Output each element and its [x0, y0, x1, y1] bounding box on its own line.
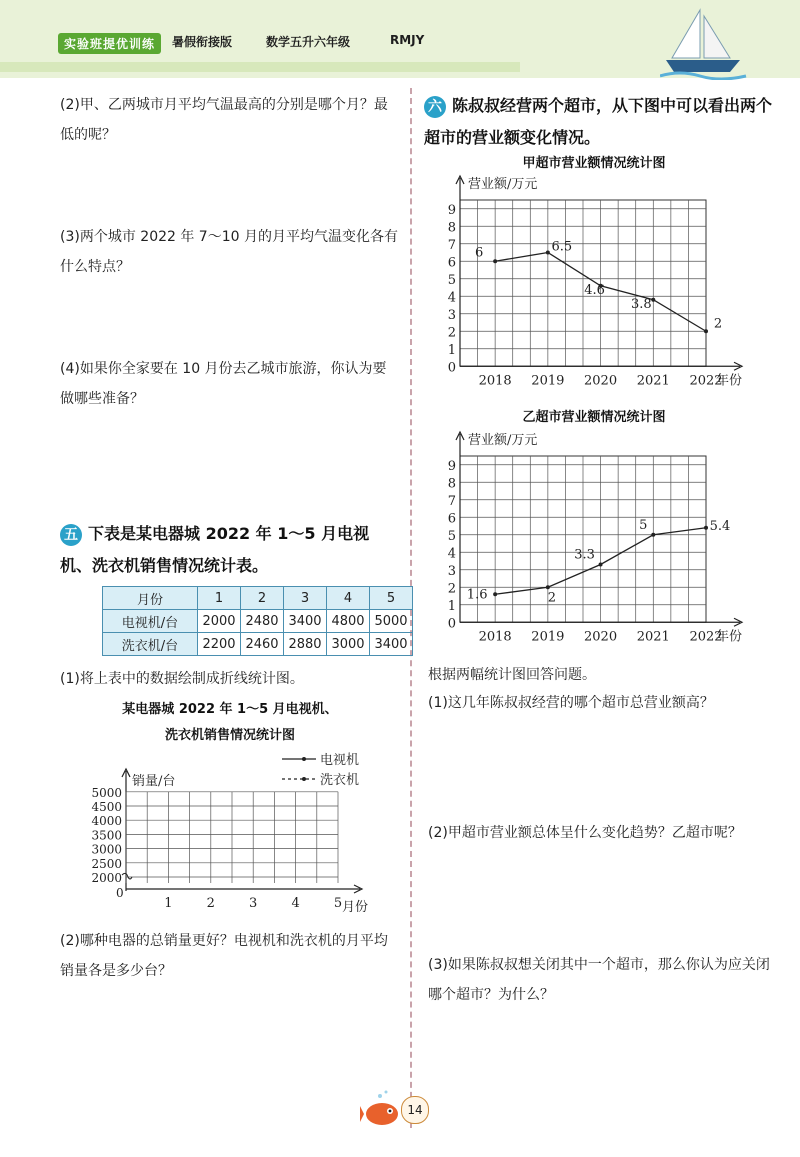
x-tick-label: 2019: [531, 373, 565, 389]
section6-question-1: (1)这几年陈叔叔经营的哪个超市总营业额高？: [428, 695, 714, 711]
y-tick-label: 5: [447, 528, 456, 544]
legend-label-washer: 洗衣机: [320, 773, 360, 788]
data-label: 3.8: [630, 296, 652, 312]
y-tick-label: 2500: [91, 856, 122, 871]
subject-label: 数学五升六年级: [266, 35, 351, 49]
y-tick-label: 3: [447, 563, 456, 579]
legend-marker-washer: [302, 777, 306, 781]
table-cell: 月份: [103, 587, 198, 610]
section5-badge: 五: [60, 524, 82, 546]
data-label: 5.4: [709, 518, 731, 534]
legend-marker-tv: [302, 757, 306, 761]
question-4: (4)如果你全家要在 10 月份去乙城市旅游，你认为要做哪些准备？: [60, 361, 387, 407]
table-cell: 5000: [370, 610, 413, 633]
origin-label: 0: [116, 886, 124, 900]
y-tick-label: 6: [447, 255, 456, 271]
x-tick-label: 1: [164, 896, 173, 911]
x-tick-label: 2022: [689, 373, 723, 389]
y-tick-label: 3500: [91, 828, 122, 843]
section6-title: [424, 90, 774, 154]
table-cell: 洗衣机/台: [103, 633, 198, 656]
x-tick-label: 5: [333, 896, 343, 911]
section5-title: [60, 518, 400, 582]
table-header-row: [103, 587, 413, 610]
x-tick-label: 4: [291, 896, 300, 911]
data-point: [704, 329, 708, 333]
y-tick-label: 7: [447, 493, 456, 509]
sales-line-chart: [60, 745, 410, 920]
section6-question-3: (3)如果陈叔叔想关闭其中一个超市，那么你认为应关闭哪个超市？为什么？: [428, 957, 770, 1003]
y-axis-label: 营业额/万元: [468, 433, 538, 448]
x-tick-label: 2021: [636, 373, 670, 389]
section5-title-text: 下表是某电器城 2022 年 1～5 月电视机、洗衣机销售情况统计表。: [60, 524, 370, 575]
y-tick-label: 5000: [91, 785, 122, 800]
x-tick-label: 3: [249, 896, 258, 911]
y-tick-label: 8: [447, 476, 456, 492]
y-tick-label: 6: [447, 511, 456, 527]
y-tick-label: 8: [447, 220, 456, 236]
table-cell: 电视机/台: [103, 610, 198, 633]
question-3: (3)两个城市 2022 年 7～10 月的月平均气温变化各有什么特点？: [60, 229, 398, 275]
y-tick-label: 9: [447, 458, 456, 474]
y-axis-label: 销量/台: [132, 774, 176, 789]
data-label: 5: [639, 517, 648, 533]
chart-a-title: 甲超市营业额情况统计图: [522, 156, 666, 171]
y-tick-label: 1: [447, 598, 456, 614]
question-2: (2)甲、乙两城市月平均气温最高的分别是哪个月？最低的呢？: [60, 97, 388, 143]
y-tick-label: 4000: [91, 814, 122, 829]
table-cell: 2880: [284, 633, 327, 656]
x-tick-label: 2020: [584, 373, 618, 389]
sales-chart-title-2: 洗衣机销售情况统计图: [164, 728, 295, 743]
y-tick-label: 4: [447, 546, 456, 562]
series-label: 实验班提优训练: [58, 33, 161, 54]
section5-question-2: (2)哪种电器的总销量更好？电视机和洗衣机的月平均销量各是多少台？: [60, 933, 388, 979]
x-tick-label: 2019: [531, 629, 565, 645]
code-label: RMJY: [390, 33, 425, 47]
table-row: [103, 610, 413, 633]
data-point: [599, 563, 603, 567]
data-point: [546, 251, 550, 255]
data-label: 3.3: [574, 547, 595, 563]
y-tick-label: 9: [447, 202, 456, 218]
data-label: 6: [475, 245, 484, 261]
table-cell: 2480: [241, 610, 284, 633]
x-tick-label: 2021: [636, 629, 670, 645]
y-tick-label: 4500: [91, 800, 122, 814]
data-label: 2: [547, 590, 556, 606]
y-tick-label: 0: [447, 360, 456, 376]
sales-chart-title-1: 某电器城 2022 年 1～5 月电视机、: [122, 702, 338, 717]
table-cell: 1: [198, 587, 241, 610]
x-axis-label: 月份: [342, 900, 369, 915]
data-point: [651, 533, 655, 537]
x-axis-label: 年份: [716, 629, 743, 645]
table-cell: 3400: [284, 610, 327, 633]
x-tick-label: 2: [206, 896, 215, 911]
chart-b: [420, 428, 760, 660]
page-number: 14: [401, 1096, 429, 1124]
section5-question-1: (1)将上表中的数据绘制成折线统计图。: [60, 671, 304, 687]
header-stripe: [0, 62, 520, 72]
y-tick-label: 2: [447, 325, 456, 341]
y-axis-label: 营业额/万元: [468, 177, 538, 192]
table-cell: 2460: [241, 633, 284, 656]
y-tick-label: 2000: [91, 871, 122, 885]
y-tick-label: 7: [447, 237, 456, 253]
legend-label-tv: 电视机: [320, 753, 360, 768]
axis-break-mark: [122, 873, 132, 879]
y-tick-label: 1: [447, 342, 456, 358]
table-cell: 3: [284, 587, 327, 610]
table-cell: 5: [370, 587, 413, 610]
y-tick-label: 5: [447, 272, 456, 288]
table-cell: 3000: [327, 633, 370, 656]
data-label: 2: [713, 316, 723, 332]
section6-intro: 根据两幅统计图回答问题。: [428, 667, 596, 683]
data-point: [651, 298, 655, 302]
x-tick-label: 2020: [584, 629, 618, 645]
x-tick-label: 2018: [478, 629, 512, 645]
edition-label: 暑假衔接版: [172, 35, 233, 49]
section6-question-2: (2)甲超市营业额总体呈什么变化趋势？乙超市呢？: [428, 825, 742, 841]
x-axis-label: 年份: [716, 373, 743, 389]
y-tick-label: 0: [447, 616, 456, 632]
y-tick-label: 3000: [91, 842, 122, 857]
section6-title-text: 陈叔叔经营两个超市，从下图中可以看出两个超市的营业额变化情况。: [424, 96, 773, 147]
table-cell: 2: [241, 587, 284, 610]
y-tick-label: 3: [447, 307, 456, 323]
data-label: 6.5: [551, 239, 573, 255]
data-point: [546, 585, 550, 589]
data-point: [704, 526, 708, 530]
data-point: [493, 592, 497, 596]
table-cell: 2000: [198, 610, 241, 633]
section6-badge: 六: [424, 96, 446, 118]
fish-icon: [360, 1090, 404, 1130]
y-tick-label: 2: [447, 581, 456, 597]
table-cell: 4: [327, 587, 370, 610]
data-label: 4.6: [584, 282, 605, 298]
x-tick-label: 2022: [689, 629, 723, 645]
table-cell: 3400: [370, 633, 413, 656]
sales-table: [102, 586, 413, 656]
table-cell: 4800: [327, 610, 370, 633]
data-point: [493, 259, 497, 263]
y-tick-label: 4: [447, 290, 456, 306]
sailboat-icon: [660, 6, 750, 80]
chart-a: [420, 172, 760, 400]
data-label: 1.6: [466, 587, 488, 603]
chart-b-title: 乙超市营业额情况统计图: [522, 410, 666, 425]
x-tick-label: 2018: [478, 373, 512, 389]
table-cell: 2200: [198, 633, 241, 656]
table-row: [103, 633, 413, 656]
